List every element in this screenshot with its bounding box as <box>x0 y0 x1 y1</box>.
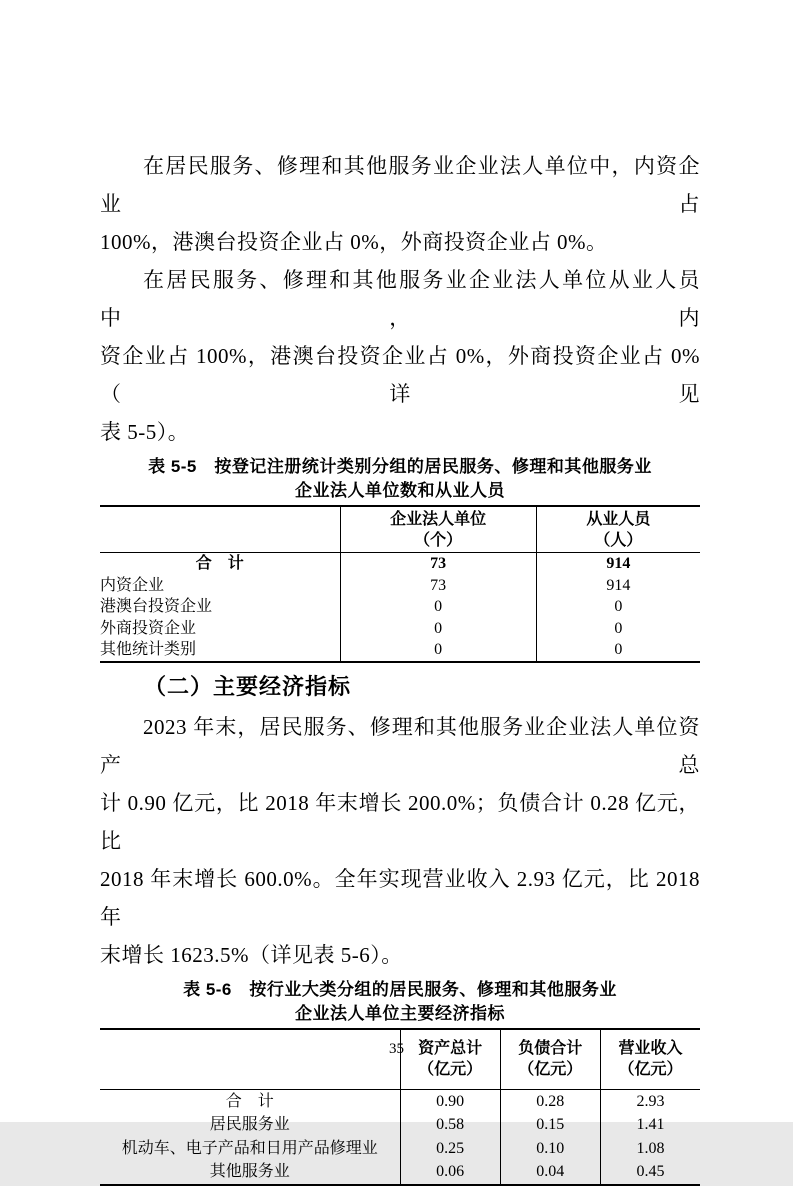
row-label: 内资企业 <box>100 576 165 594</box>
column-label: 资产总计 <box>418 1040 483 1057</box>
table-row <box>100 1160 700 1185</box>
table-cell: 0.04 <box>500 1160 600 1185</box>
table-cell: 0.90 <box>400 1089 500 1113</box>
paragraph-line: 资企业占 100%，港澳台投资企业占 0%，外商投资企业占 0%（详见 <box>100 344 700 406</box>
table-cell: 0 <box>536 596 700 618</box>
table-header-cell-empty <box>100 506 340 553</box>
column-unit: （亿元） <box>418 1061 483 1078</box>
table-5-5-title <box>100 455 700 503</box>
column-label: 从业人员 <box>586 510 651 528</box>
table-row <box>100 1113 700 1137</box>
table-row <box>100 639 700 662</box>
row-label: 港澳台投资企业 <box>100 598 213 615</box>
table-row <box>100 1137 700 1161</box>
table-header-cell <box>500 1029 600 1090</box>
paragraph-line: 2023 年末，居民服务、修理和其他服务业企业法人单位资产总 <box>100 714 700 777</box>
table-row <box>100 1089 700 1113</box>
table-cell: 0 <box>536 639 700 662</box>
table-5-5-title-line1: 表 5-5 按登记注册统计类别分组的居民服务、修理和其他服务业 <box>148 457 652 476</box>
table-row <box>100 596 700 618</box>
table-cell: 0 <box>340 618 536 640</box>
table-5-6-title <box>100 978 700 1026</box>
table-header-row <box>100 506 700 553</box>
paragraph-line: 计 0.90 亿元，比 2018 年末增长 200.0%；负债合计 0.28 亿元，比 <box>100 790 700 853</box>
table-5-5-title-line2: 企业法人单位数和从业人员 <box>295 481 505 500</box>
table-cell: 73 <box>340 553 536 575</box>
row-label: 合 计 <box>195 555 244 572</box>
row-label: 其他统计类别 <box>100 641 197 658</box>
paragraph-line: 在居民服务、修理和其他服务业企业法人单位从业人员中，内 <box>100 268 700 330</box>
table-cell: 2.93 <box>600 1089 700 1113</box>
section-heading: （二）主要经济指标 <box>144 673 352 699</box>
paragraph-ownership-units <box>100 147 700 261</box>
page-number: 35 <box>389 1041 404 1057</box>
table-header-row <box>100 1029 700 1090</box>
table-cell: 0.06 <box>400 1160 500 1185</box>
row-label: 机动车、电子产品和日用产品修理业 <box>121 1139 378 1157</box>
table-header-cell <box>536 506 700 553</box>
table-cell: 0.15 <box>500 1113 600 1137</box>
table-cell: 0.58 <box>400 1113 500 1137</box>
column-unit: （亿元） <box>618 1061 683 1078</box>
column-unit: （人） <box>594 531 643 549</box>
table-cell: 0.28 <box>500 1089 600 1113</box>
table-5-5 <box>100 505 700 663</box>
table-cell: 1.08 <box>600 1137 700 1161</box>
row-label: 其他服务业 <box>209 1163 290 1180</box>
table-cell: 0.45 <box>600 1160 700 1185</box>
table-header-cell-empty <box>100 1029 400 1090</box>
table-cell: 914 <box>536 553 700 575</box>
table-cell: 0 <box>340 596 536 618</box>
table-row <box>100 553 700 575</box>
paragraph-ownership-employees <box>100 261 700 451</box>
column-unit: （亿元） <box>518 1061 583 1078</box>
table-cell: 914 <box>536 575 700 597</box>
table-cell: 0 <box>340 639 536 662</box>
paragraph-line: 末增长 1623.5%（详见表 5-6）。 <box>100 942 403 967</box>
table-cell: 0.25 <box>400 1137 500 1161</box>
paragraph-line: 2018 年末增长 600.0%。全年实现营业收入 2.93 亿元，比 2018 年 <box>100 866 700 929</box>
table-cell: 0 <box>536 618 700 640</box>
table-cell: 0.10 <box>500 1137 600 1161</box>
table-header-cell <box>340 506 536 553</box>
row-label: 合 计 <box>225 1092 274 1110</box>
table-5-6-title-line2: 企业法人单位主要经济指标 <box>295 1003 505 1023</box>
paragraph-line: 100%，港澳台投资企业占 0%，外商投资企业占 0%。 <box>100 230 608 254</box>
table-cell: 73 <box>340 575 536 597</box>
table-row <box>100 575 700 597</box>
table-5-6-title-line1: 表 5-6 按行业大类分组的居民服务、修理和其他服务业 <box>183 979 617 999</box>
column-label: 企业法人单位 <box>390 510 487 528</box>
table-row <box>100 618 700 640</box>
paragraph-economic-indicators <box>100 708 700 974</box>
paragraph-line: 表 5-5）。 <box>100 420 190 444</box>
row-label: 居民服务业 <box>209 1116 290 1133</box>
paragraph-line: 在居民服务、修理和其他服务业企业法人单位中，内资企业占 <box>100 154 700 216</box>
column-label: 负债合计 <box>518 1040 583 1057</box>
column-label: 营业收入 <box>618 1040 683 1057</box>
row-label: 外商投资企业 <box>100 619 197 637</box>
page-content <box>100 147 700 1186</box>
table-cell: 1.41 <box>600 1113 700 1137</box>
table-header-cell <box>400 1029 500 1090</box>
column-unit: （个） <box>414 531 463 549</box>
table-header-cell <box>600 1029 700 1090</box>
